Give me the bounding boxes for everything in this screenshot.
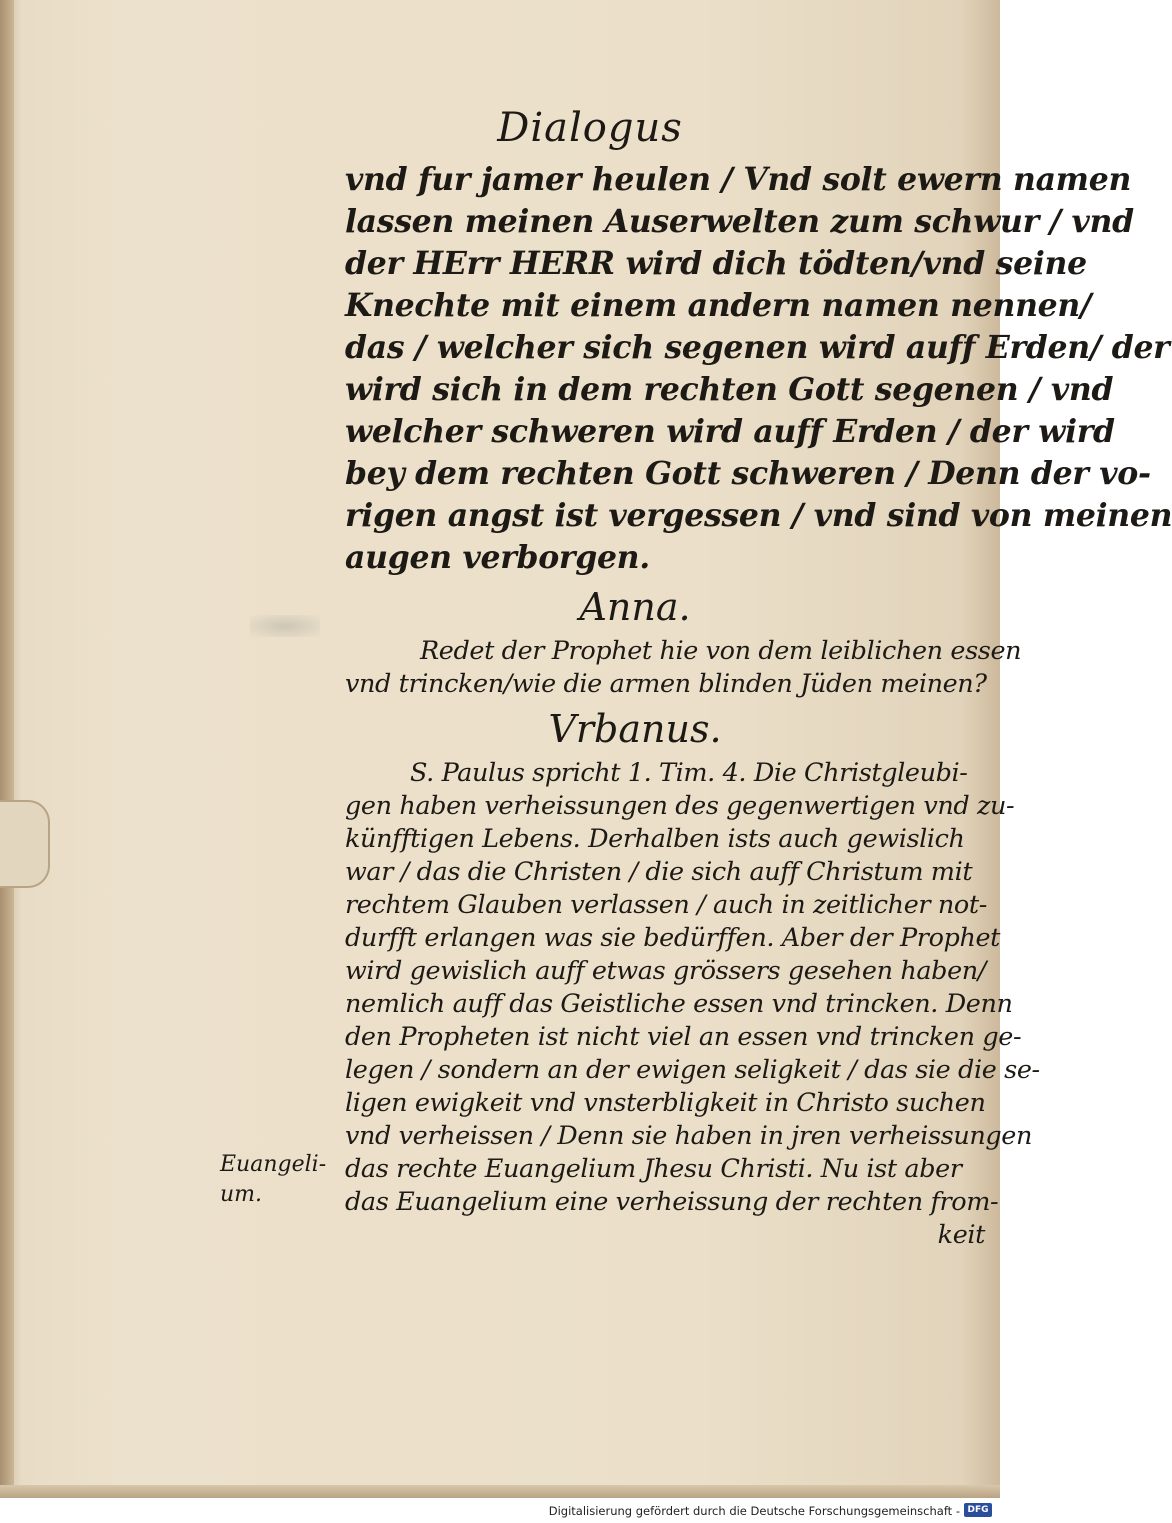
running-head: Dialogus [497, 105, 683, 151]
speaker-heading-anna: Anna. [579, 585, 691, 629]
dfg-logo-icon: DFG [964, 1503, 992, 1517]
page-bottom-edge [0, 1485, 1000, 1498]
body-line: das / welcher sich segenen wird auff Erden/ der [345, 329, 1170, 366]
urbanus-line: rechtem Glauben verlassen / auch in zeitlicher not- [345, 890, 987, 920]
body-line: bey dem rechten Gott schweren / Denn der vo- [345, 455, 1151, 492]
body-line: wird sich in dem rechten Gott segenen / vnd [345, 371, 1114, 408]
footer-bar [0, 1502, 1000, 1520]
margin-note-line: um. [220, 1182, 263, 1207]
anna-line: Redet der Prophet hie von dem leiblichen essen [420, 636, 1022, 666]
urbanus-line: ligen ewigkeit vnd vnsterbligkeit in Christo suchen [345, 1088, 986, 1118]
urbanus-line: durfft erlangen was sie bedürffen. Aber der Prophet [345, 923, 1001, 953]
main-text-block [345, 105, 1172, 1252]
page-gutter-edge [0, 0, 14, 1498]
urbanus-line: das rechte Euangelium Jhesu Christi. Nu ist aber [345, 1154, 962, 1184]
body-line: vnd fur jamer heulen / Vnd solt ewern namen [345, 161, 1132, 198]
urbanus-line: war / das die Christen / die sich auff Christum mit [345, 857, 973, 887]
page-tab-marker [0, 800, 50, 888]
urbanus-line: legen / sondern an der ewigen seligkeit / das sie die se- [345, 1055, 1040, 1085]
urbanus-line: nemlich auff das Geistliche essen vnd trincken. Denn [345, 989, 1013, 1019]
margin-note-line: Euangeli- [220, 1152, 327, 1177]
body-line: welcher schweren wird auff Erden / der wird [345, 413, 1115, 450]
anna-line: vnd trincken/wie die armen blinden Jüden meinen? [345, 669, 987, 699]
urbanus-line: vnd verheissen / Denn sie haben in jren verheissungen [345, 1121, 1033, 1151]
margin-note [220, 1150, 340, 1210]
urbanus-line: das Euangelium eine verheissung der rechten from- [345, 1187, 999, 1217]
urbanus-line: den Propheten ist nicht viel an essen vnd trincken ge- [345, 1022, 1022, 1052]
urbanus-line: gen haben verheissungen des gegenwertigen vnd zu- [345, 791, 1015, 821]
body-line: augen verborgen. [345, 539, 650, 576]
speaker-heading-urbanus: Vrbanus. [548, 707, 722, 751]
funding-notice: Digitalisierung gefördert durch die Deutsche Forschungsgemeinschaft - [548, 1504, 960, 1518]
urbanus-line: wird gewislich auff etwas grössers gesehen haben/ [345, 956, 986, 986]
urbanus-line: künfftigen Lebens. Derhalben ists auch gewislich [345, 824, 965, 854]
catchword: keit [937, 1220, 985, 1250]
body-line: Knechte mit einem andern namen nennen/ [345, 287, 1092, 324]
body-line: lassen meinen Auserwelten zum schwur / vnd [345, 203, 1134, 240]
body-line: der HErr HERR wird dich tödten/vnd seine [345, 245, 1087, 282]
body-line: rigen angst ist vergessen / vnd sind von meinen [345, 497, 1172, 534]
urbanus-line: S. Paulus spricht 1. Tim. 4. Die Christgleubi- [410, 758, 968, 788]
